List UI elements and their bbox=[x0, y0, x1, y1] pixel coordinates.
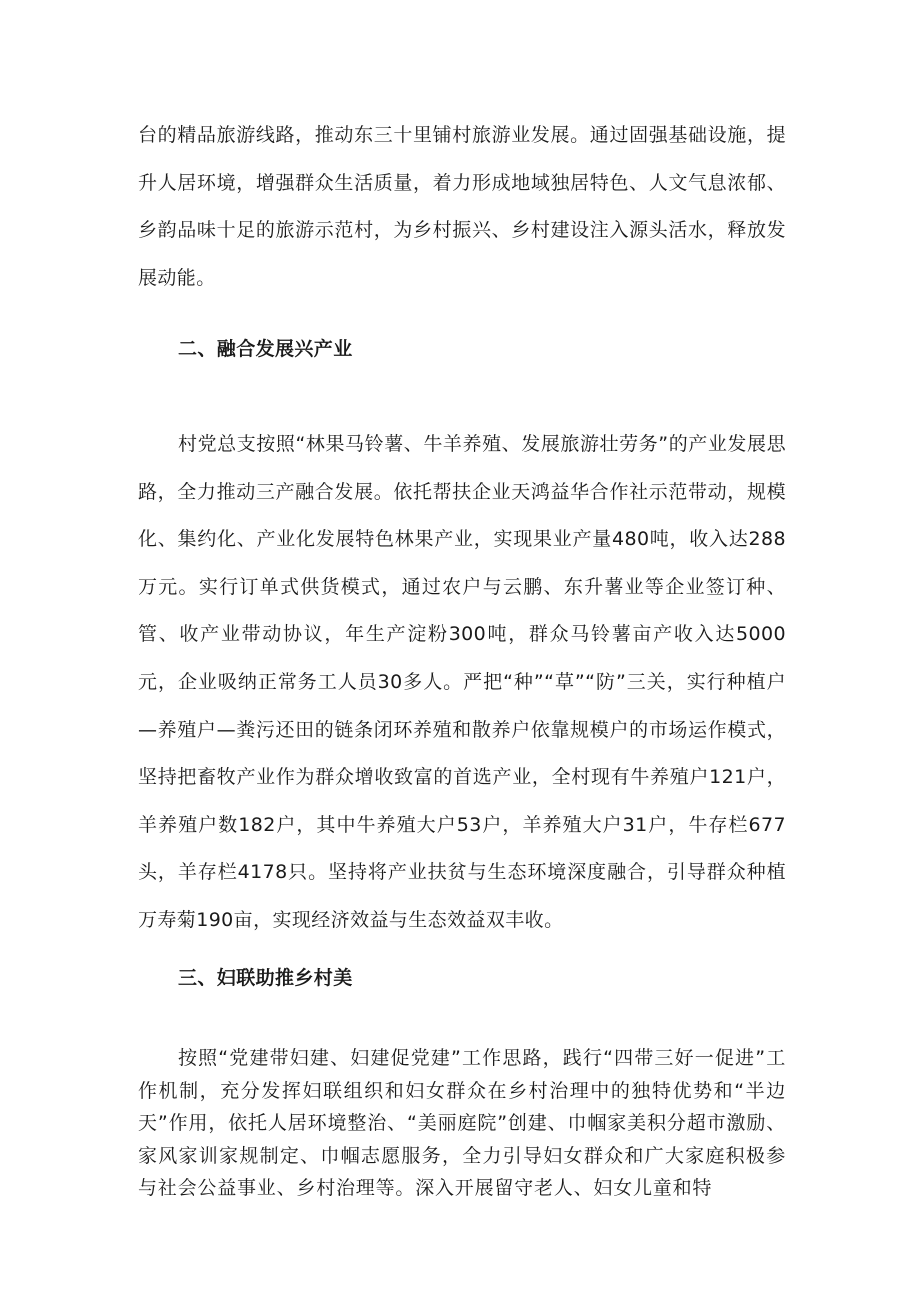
intro-paragraph: 台的精品旅游线路，推动东三十里铺村旅游业发展。通过固强基础设施，提升人居环境，增强群众生活质量，着力形成地域独居特色、人文气息浓郁、乡韵品味十足的旅游示范村，为乡村振兴、乡村建设注入源头活水，释放发展动能。 bbox=[138, 124, 786, 290]
women-federation-paragraph: 按照“党建带妇建、妇建促党建”工作思路，践行“四带三好一促进”工作机制，充分发挥妇联组织和妇女群众在乡村治理中的独特优势和“半边天”作用，依托人居环境整治、“美丽庭院”创建、巾帼家美积分超市激励、家风家训家规制定、巾帼志愿服务，全力引导妇女群众和广大家庭积极参与社会公益事业、乡村治理等。深入开展留守老人、妇女儿童和特 bbox=[138, 1047, 786, 1199]
section-heading-women-federation: 三、妇联助推乡村美 bbox=[178, 967, 353, 989]
section-heading-industry: 二、融合发展兴产业 bbox=[178, 338, 353, 360]
industry-paragraph: 村党总支按照“林果马铃薯、牛羊养殖、发展旅游壮劳务”的产业发展思路，全力推动三产融合发展。依托帮扶企业天鸿益华合作社示范带动，规模化、集约化、产业化发展特色林果产业，实现果业产量480吨，收入达288万元。实行订单式供货模式，通过农户与云鹏、东升薯业等企业签订种、管、收产业带动协议，年生产淀粉300吨，群众马铃薯亩产收入达5000元，企业吸纳正常务工人员30多人。严把“种”“草”“防”三关，实行种植户—养殖户—粪污还田的链条闭环养殖和散养户依靠规模户的市场运作模式，坚持把畜牧产业作为群众增收致富的首选产业，全村现有牛养殖户121户，羊养殖户数182户，其中牛养殖大户53户，羊养殖大户31户，牛存栏677头，羊存栏4178只。坚持将产业扶贫与生态环境深度融合，引导群众种植万寿菊190亩，实现经济效益与生态效益双丰收。 bbox=[138, 433, 786, 931]
